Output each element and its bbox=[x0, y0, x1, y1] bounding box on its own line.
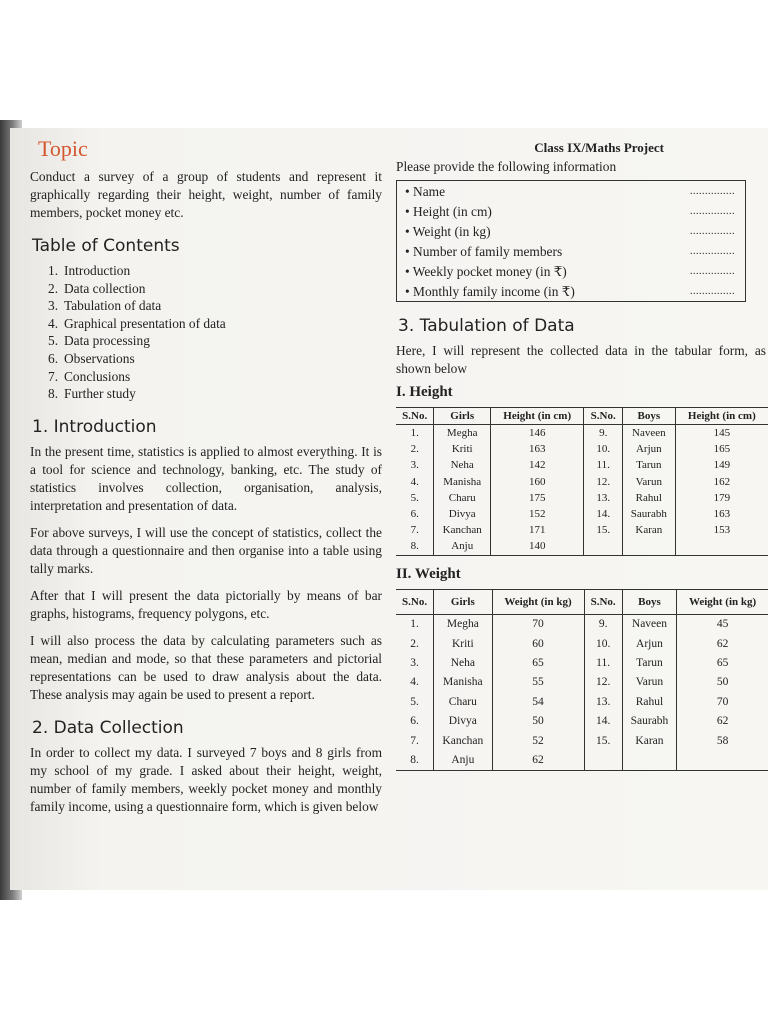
left-column bbox=[30, 136, 382, 816]
toc-item: 2. Data collection bbox=[48, 280, 146, 296]
table-row: 3. Neha 65 11. Tarun 65 bbox=[396, 653, 768, 672]
info-prompt: Please provide the following information bbox=[396, 159, 617, 174]
questionnaire-item: • Height (in cm) ............... bbox=[405, 204, 735, 219]
table-row: 7. Kanchan 52 15. Karan 58 bbox=[396, 731, 768, 750]
right-column bbox=[396, 140, 766, 771]
questionnaire-item: • Monthly family income (in ₹) ............... bbox=[405, 284, 735, 299]
table-of-contents bbox=[30, 262, 382, 403]
introduction-heading: 1. Introduction bbox=[32, 416, 157, 437]
intro-paragraph: I will also process the data by calculating parameters such as mean, median and mode, so that these parameters and pictorial representations can be used to draw analysis about the data. These analysis may again be used to present a report. bbox=[30, 632, 382, 702]
table-row: 2. Kriti 60 10. Arjun 62 bbox=[396, 634, 768, 653]
intro-paragraph: In the present time, statistics is applied to almost everything. It is a tool for science and technology, banking, etc. The study of statistics involves collection, organisation, analysis, interpretation and presentation of data. bbox=[30, 443, 382, 513]
intro-paragraph: After that I will present the data pictorially by means of bar graphs, histograms, frequency polygons, etc. bbox=[30, 587, 382, 621]
toc-item: 6. Observations bbox=[48, 350, 135, 366]
questionnaire-item: • Weekly pocket money (in ₹) ............... bbox=[405, 264, 735, 279]
topic-heading: Topic bbox=[38, 136, 88, 161]
questionnaire-item: • Weight (in kg) ............... bbox=[405, 224, 735, 239]
height-table bbox=[396, 407, 768, 556]
table-row: 1. Megha 70 9. Naveen 45 bbox=[396, 614, 768, 634]
toc-item: 7. Conclusions bbox=[48, 368, 131, 384]
questionnaire-item: • Name ............... bbox=[405, 184, 735, 199]
project-title: Class IX/Maths Project bbox=[534, 140, 664, 155]
table-header-row: S.No. Girls Weight (in kg) S.No. Boys Weight (in kg) bbox=[396, 589, 768, 614]
tabulation-heading: 3. Tabulation of Data bbox=[398, 316, 575, 336]
toc-item: 1. Introduction bbox=[48, 263, 131, 278]
intro-paragraph: For above surveys, I will use the concept of statistics, collect the data through a questionnaire and then organise into a table using tally marks. bbox=[30, 524, 382, 576]
data-collection-heading: 2. Data Collection bbox=[32, 717, 184, 738]
height-heading: I. Height bbox=[396, 384, 453, 400]
toc-item: 5. Data processing bbox=[48, 333, 150, 349]
table-row: 6. Divya 152 14. Saurabh 163 bbox=[396, 506, 768, 522]
toc-item: 4. Graphical presentation of data bbox=[48, 315, 226, 331]
table-row: 3. Neha 142 11. Tarun 149 bbox=[396, 457, 768, 473]
toc-item: 3. Tabulation of data bbox=[48, 298, 162, 314]
questionnaire-box bbox=[396, 180, 746, 302]
table-row: 8. Anju 140 bbox=[396, 538, 768, 555]
table-row: 4. Manisha 160 12. Varun 162 bbox=[396, 474, 768, 490]
weight-table bbox=[396, 589, 768, 771]
table-row: 6. Divya 50 14. Saurabh 62 bbox=[396, 711, 768, 730]
table-row: 8. Anju 62 bbox=[396, 750, 768, 770]
table-row: 1. Megha 146 9. Naveen 145 bbox=[396, 425, 768, 442]
table-row: 2. Kriti 163 10. Arjun 165 bbox=[396, 441, 768, 457]
toc-item: 8. Further study bbox=[48, 386, 136, 402]
toc-heading: Table of Contents bbox=[32, 236, 180, 256]
topic-text: Conduct a survey of a group of students and represent it graphically regarding their height, weight, number of family members, pocket money etc. bbox=[30, 169, 382, 220]
data-collection-text: In order to collect my data. I surveyed 7 boys and 8 girls from my school of my grade. I asked about their height, weight, number of family members, weekly pocket money and monthly family income, using a questionnaire form, which is given below bbox=[30, 744, 382, 814]
table-row: 4. Manisha 55 12. Varun 50 bbox=[396, 673, 768, 692]
weight-heading: II. Weight bbox=[396, 565, 461, 582]
table-row: 5. Charu 54 13. Rahul 70 bbox=[396, 692, 768, 711]
tabulation-text: Here, I will represent the collected data in the tabular form, as shown below bbox=[396, 343, 766, 376]
table-header-row: S.No. Girls Height (in cm) S.No. Boys Height (in cm) bbox=[396, 408, 768, 425]
table-row: 7. Kanchan 171 15. Karan 153 bbox=[396, 522, 768, 538]
table-row: 5. Charu 175 13. Rahul 179 bbox=[396, 490, 768, 506]
questionnaire-item: • Number of family members ............... bbox=[405, 244, 735, 259]
